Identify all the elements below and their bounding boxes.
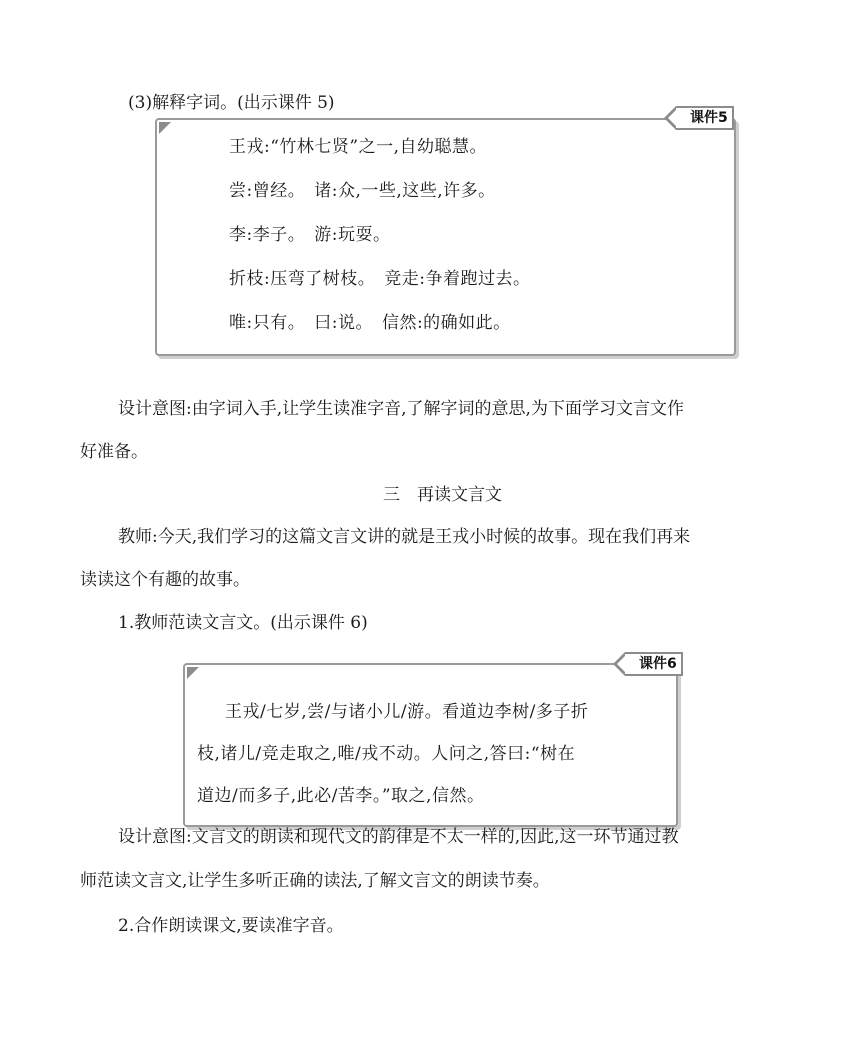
step1-heading: 1.教师范读文言文。(出示课件 6)	[118, 613, 368, 633]
corner-mark-icon	[187, 667, 199, 679]
corner-mark-icon	[159, 122, 171, 134]
courseware-5-tag: 课件5	[676, 106, 734, 130]
design-intent-1-line-1: 设计意图:由字词入手,让学生读准字音,了解字词的意思,为下面学习文言文作	[118, 399, 684, 419]
teacher-talk-line-2: 读读这个有趣的故事。	[80, 570, 250, 590]
courseware-6-line-1: 王戎/七岁,尝/与诸小儿/游。看道边李树/多子折	[225, 702, 589, 722]
teacher-talk-line-1: 教师:今天,我们学习的这篇文言文讲的就是王戎小时候的故事。现在我们再来	[118, 527, 691, 547]
design-intent-1-line-2: 好准备。	[80, 442, 148, 462]
courseware-5-line-1: 王戎:“竹林七贤”之一,自幼聪慧。	[229, 137, 488, 157]
courseware-6-tag: 课件6	[625, 652, 683, 676]
step2-heading: 2.合作朗读课文,要读准字音。	[118, 916, 344, 936]
courseware-5-box	[155, 118, 736, 356]
courseware-6-box	[183, 663, 678, 827]
courseware-5-line-3: 李:李子。 游:玩耍。	[229, 225, 391, 245]
design-intent-2-line-2: 师范读文言文,让学生多听正确的读法,了解文言文的朗读节奏。	[80, 871, 550, 891]
courseware-5-line-2: 尝:曾经。 诸:众,一些,这些,许多。	[229, 181, 496, 201]
courseware-6-line-3: 道边/而多子,此必/苦李。”取之,信然。	[197, 786, 485, 806]
section-title: 三 再读文言文	[383, 485, 502, 505]
courseware-6-line-2: 枝,诸儿/竞走取之,唯/戎不动。人问之,答曰:“树在	[197, 744, 576, 764]
step3-heading: (3)解释字词。(出示课件 5)	[128, 93, 335, 113]
courseware-5-line-5: 唯:只有。 曰:说。 信然:的确如此。	[229, 313, 511, 333]
design-intent-2-line-1: 设计意图:文言文的朗读和现代文的韵律是不太一样的,因此,这一环节通过教	[118, 827, 679, 847]
courseware-5-line-4: 折枝:压弯了树枝。 竞走:争着跑过去。	[229, 269, 531, 289]
